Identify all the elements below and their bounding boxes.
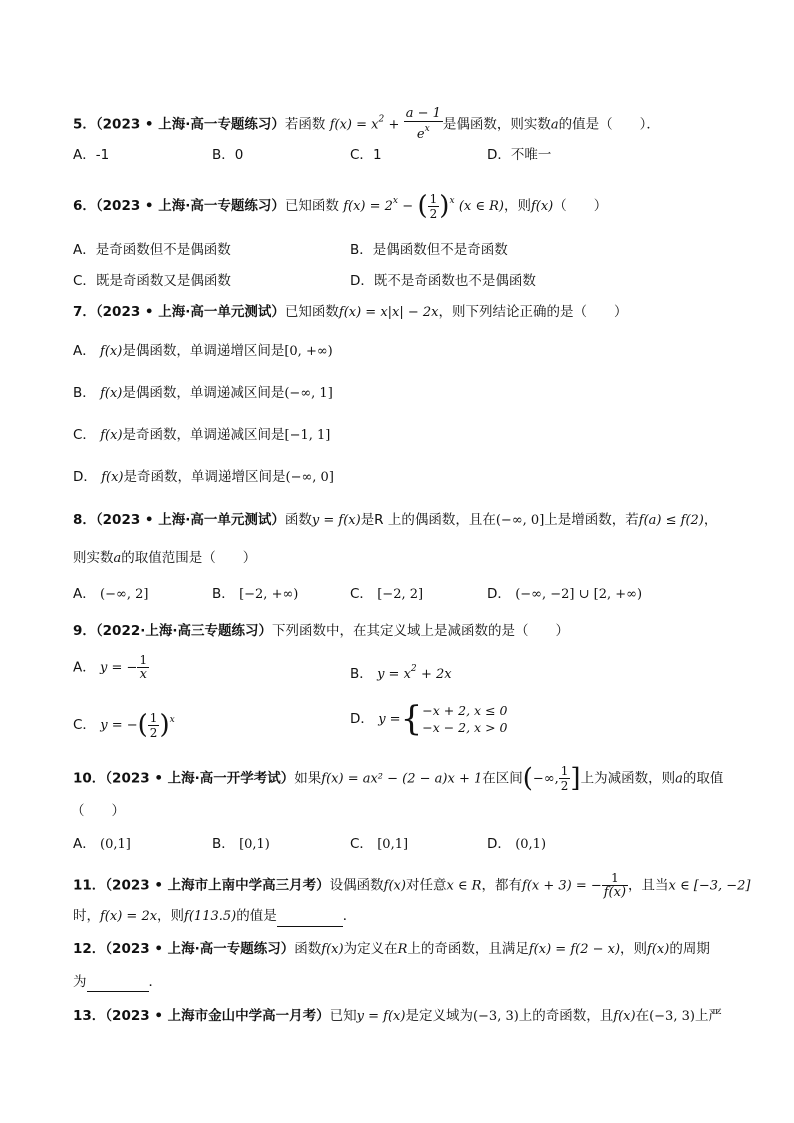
question-12 xyxy=(73,939,710,960)
option-a[interactable] xyxy=(73,341,333,362)
option-c[interactable] xyxy=(73,425,330,446)
stem-text: 下列函数中，在其定义域上是减函数的是（ ） xyxy=(272,623,569,639)
option-text: 是奇函数，单调递减区间是 xyxy=(122,427,285,443)
option-c[interactable] xyxy=(350,145,382,165)
stem-text: 则实数 xyxy=(73,550,114,566)
stem-text: 设偶函数 xyxy=(329,877,384,894)
denominator-exponent: x xyxy=(424,124,430,134)
formula: f(x) = f(2 − x) xyxy=(528,942,621,957)
answer-paren: （ ） xyxy=(71,803,125,819)
fraction-denominator: 2 xyxy=(149,725,158,740)
stem-text: 上是增函数，若 xyxy=(544,512,639,528)
stem-text: ． xyxy=(342,908,357,924)
stem-text: 上的奇函数，且满足 xyxy=(407,941,529,957)
stem-text: 时， xyxy=(73,908,100,924)
question-source: （2023 • 上海市上南中学高三月考） xyxy=(105,877,330,894)
case-2: −x − 2, x > 0 xyxy=(422,720,508,735)
option-a[interactable] xyxy=(73,584,148,605)
exponent: 2 xyxy=(410,664,417,674)
option-a[interactable] xyxy=(73,653,149,682)
stem-text: 若函数 xyxy=(284,116,326,133)
variable: a xyxy=(113,551,122,566)
formula: f(x) = x xyxy=(329,117,379,133)
stem-text: 上为减函数，则 xyxy=(580,770,676,787)
option-label: C． xyxy=(73,273,96,289)
formula: f(x) xyxy=(530,199,554,214)
question-number: 13． xyxy=(73,1008,106,1024)
question-source: （2023 • 上海·高一开学考试） xyxy=(105,770,295,787)
fraction-denominator: 2 xyxy=(560,779,569,793)
case-1: −x + 2, x ≤ 0 xyxy=(422,703,508,718)
fraction xyxy=(148,711,160,740)
variable: a xyxy=(550,117,559,133)
question-12-line-2 xyxy=(73,972,162,992)
stem-text: ． xyxy=(148,974,162,990)
option-text: 既不是奇函数也不是偶函数 xyxy=(373,273,536,289)
formula: f(x) xyxy=(383,878,406,894)
option-text: 是奇函数，单调递增区间是 xyxy=(123,469,286,485)
left-paren: ( xyxy=(522,763,533,794)
option-interval: [−1, 1] xyxy=(284,428,331,443)
question-10-line-2 xyxy=(71,801,125,821)
fraction-denominator: 2 xyxy=(429,206,438,221)
stem-text: 已知 xyxy=(329,1008,357,1024)
question-number: 6． xyxy=(73,198,96,214)
option-label: B． xyxy=(73,385,96,401)
option-formula: y = xyxy=(378,712,401,727)
formula: f(x) xyxy=(647,942,670,957)
denominator-base: e xyxy=(416,127,425,142)
right-paren: ) xyxy=(159,710,170,740)
exponent: x xyxy=(169,715,175,725)
question-number: 12． xyxy=(73,941,106,957)
formula: (x ∈ R) xyxy=(458,199,504,214)
option-c[interactable] xyxy=(350,834,408,855)
fraction-numerator: a − 1 xyxy=(405,106,441,121)
formula: f(x + 3) = − xyxy=(521,878,602,894)
left-paren: ( xyxy=(137,710,148,740)
formula: f(x) = x|x| − 2x xyxy=(338,305,439,320)
fraction-denominator: f(x) xyxy=(603,885,627,900)
option-c[interactable] xyxy=(73,710,175,740)
fraction-numerator: 1 xyxy=(139,653,148,667)
fraction xyxy=(137,653,149,682)
fraction-numerator: 1 xyxy=(602,871,628,886)
formula: f(113.5) xyxy=(184,909,237,924)
stem-text: 为 xyxy=(73,974,87,990)
question-source: （2023 • 上海·高一专题练习） xyxy=(105,941,295,957)
option-b[interactable] xyxy=(73,383,333,404)
question-number: 10． xyxy=(73,770,106,787)
stem-text: 函数 xyxy=(284,512,312,528)
left-paren: ( xyxy=(417,191,428,221)
right-bracket: ] xyxy=(570,763,581,794)
option-d[interactable] xyxy=(350,271,536,291)
formula: x ∈ R xyxy=(446,878,482,894)
option-text: [0,1) xyxy=(239,837,270,852)
option-text: [−2, +∞) xyxy=(239,587,299,602)
option-text: 是偶函数，单调递减区间是 xyxy=(122,385,285,401)
stem-text: 为定义在 xyxy=(343,941,398,957)
variable: a xyxy=(675,771,683,787)
question-6 xyxy=(73,191,607,221)
stem-text: 是偶函数，则实数 xyxy=(442,116,551,133)
exponent: x xyxy=(449,196,455,206)
question-8-line-2 xyxy=(73,548,256,569)
question-source: （2023 • 上海市金山中学高一月考） xyxy=(105,1008,330,1024)
stem-text: 的值是（ ）． xyxy=(558,116,660,133)
question-7 xyxy=(73,302,628,323)
stem-text: ， xyxy=(703,512,718,528)
option-text: [0,1] xyxy=(377,837,409,852)
option-label: A． xyxy=(73,836,96,852)
option-label: A． xyxy=(73,586,96,602)
option-b[interactable] xyxy=(350,659,452,685)
stem-text: ，且当 xyxy=(628,877,669,894)
question-source: （2022·上海·高三专题练习） xyxy=(95,623,272,639)
stem-text: 是定义域为 xyxy=(405,1008,473,1024)
formula: (−3, 3) xyxy=(649,1009,695,1024)
fraction-numerator: 1 xyxy=(560,764,569,778)
option-b[interactable] xyxy=(212,584,298,605)
option-text: 既是奇函数又是偶函数 xyxy=(95,273,231,289)
option-label: D． xyxy=(487,586,511,602)
stem-text: 已知函数 xyxy=(284,198,339,214)
option-d[interactable] xyxy=(73,467,334,488)
question-13 xyxy=(73,1006,722,1027)
option-text: 1 xyxy=(372,147,382,163)
option-text: 是偶函数，单调递增区间是 xyxy=(122,343,285,359)
question-number: 8． xyxy=(73,512,96,528)
option-text: 不唯一 xyxy=(510,147,552,163)
option-formula: + 2x xyxy=(420,667,452,682)
exponent: x xyxy=(392,196,398,206)
answer-blank[interactable] xyxy=(87,977,149,992)
stem-text: 上的奇函数，且 xyxy=(518,1008,614,1024)
formula: (−∞, 0] xyxy=(495,513,545,528)
option-label: B． xyxy=(350,666,373,682)
stem-text: 已知函数 xyxy=(284,304,339,320)
question-number: 11． xyxy=(73,877,106,894)
option-label: A． xyxy=(73,242,96,258)
answer-blank[interactable] xyxy=(277,912,343,927)
question-5 xyxy=(73,107,660,142)
stem-text: 上严 xyxy=(694,1008,722,1024)
option-text: (0,1) xyxy=(515,837,547,852)
option-label: A． xyxy=(73,659,96,676)
question-source: （2023 • 上海·高一专题练习） xyxy=(95,198,285,214)
fraction-numerator: 1 xyxy=(429,191,438,206)
stem-text: ，则 xyxy=(503,198,531,214)
stem-text: 的取值范围是（ ） xyxy=(121,550,257,566)
option-c[interactable] xyxy=(73,271,231,291)
option-b[interactable] xyxy=(212,834,270,855)
option-label: C． xyxy=(73,427,96,443)
option-a[interactable] xyxy=(73,145,109,165)
stem-text: 在 xyxy=(635,1008,650,1024)
stem-text: ，则下列结论正确的是（ ） xyxy=(438,304,628,320)
fraction xyxy=(602,871,628,900)
formula: f(x) xyxy=(613,1009,636,1024)
formula: R xyxy=(397,942,408,957)
formula: y = f(x) xyxy=(311,513,361,528)
option-text: 是奇函数但不是偶函数 xyxy=(95,242,231,258)
fraction-denominator: x xyxy=(139,667,147,682)
formula: f(x) = 2 xyxy=(343,199,393,214)
interval-start: −∞, xyxy=(532,771,559,787)
option-label: C． xyxy=(73,717,96,733)
question-11 xyxy=(73,871,751,900)
stem-text: 的取值 xyxy=(682,770,724,787)
stem-text: ，都有 xyxy=(481,877,522,894)
option-d[interactable] xyxy=(487,145,551,165)
stem-text: ，则 xyxy=(157,908,185,924)
option-text: [−2, 2] xyxy=(377,587,424,602)
option-a[interactable] xyxy=(73,834,131,855)
option-d[interactable] xyxy=(350,699,508,739)
option-formula: y = − xyxy=(100,718,138,733)
option-d[interactable] xyxy=(487,834,546,855)
option-label: B． xyxy=(350,242,373,258)
fraction xyxy=(428,192,440,221)
option-label: A． xyxy=(73,343,96,359)
operator: − xyxy=(402,199,414,214)
option-text: 是偶函数但不是奇函数 xyxy=(372,242,508,258)
stem-text: 是R 上的偶函数，且在 xyxy=(360,512,496,528)
question-number: 7． xyxy=(73,304,96,320)
formula: f(x) = ax² − (2 − a)x + 1 xyxy=(321,771,483,787)
option-interval: (−∞, 0] xyxy=(285,470,334,485)
question-source: （2023 • 上海·高一专题练习） xyxy=(95,116,285,133)
formula: x ∈ [−3, −2] xyxy=(668,878,751,894)
formula: f(x) = 2x xyxy=(100,909,158,924)
option-text: -1 xyxy=(95,147,110,163)
option-label: D． xyxy=(73,469,97,485)
option-formula: f(x) xyxy=(100,344,123,359)
option-label: D． xyxy=(350,273,374,289)
fraction xyxy=(559,764,571,793)
formula: f(a) ≤ f(2) xyxy=(638,513,704,528)
option-label: D． xyxy=(487,147,511,163)
option-label: B． xyxy=(212,836,235,852)
option-text: (0,1] xyxy=(100,837,131,852)
option-label: B． xyxy=(212,586,235,602)
option-text: (−∞, 2] xyxy=(100,587,149,602)
formula: (−3, 3) xyxy=(472,1009,519,1024)
question-11-line-2 xyxy=(73,906,356,927)
option-interval: (−∞, 1] xyxy=(284,386,333,401)
exponent: 2 xyxy=(378,114,385,125)
option-formula: y = x xyxy=(377,667,411,682)
question-source: （2023 • 上海·高一单元测试） xyxy=(95,304,285,320)
question-number: 9． xyxy=(73,623,96,639)
option-b[interactable] xyxy=(212,145,243,165)
stem-text: 对任意 xyxy=(405,877,447,894)
stem-text: ，则 xyxy=(620,941,648,957)
stem-text: （ ） xyxy=(553,198,608,214)
option-label: C． xyxy=(350,586,373,602)
option-a[interactable] xyxy=(73,240,231,260)
operator: + xyxy=(388,117,400,133)
option-d[interactable] xyxy=(487,584,642,605)
left-brace: { xyxy=(400,699,423,739)
stem-text: 的值是 xyxy=(236,908,277,924)
option-formula: f(x) xyxy=(100,428,123,443)
option-text: (−∞, −2] ∪ [2, +∞) xyxy=(515,587,643,602)
option-label: C． xyxy=(350,836,373,852)
question-source: （2023 • 上海·高一单元测试） xyxy=(95,512,285,528)
stem-text: 的周期 xyxy=(669,941,710,957)
formula: y = f(x) xyxy=(356,1009,406,1024)
fraction-denominator xyxy=(404,122,443,142)
option-formula: f(x) xyxy=(101,470,124,485)
stem-text: 函数 xyxy=(294,941,322,957)
option-label: D． xyxy=(487,836,511,852)
option-b[interactable] xyxy=(350,240,508,260)
formula: f(x) xyxy=(321,942,344,957)
right-paren: ) xyxy=(439,191,450,221)
option-formula: f(x) xyxy=(100,386,123,401)
piecewise-cases xyxy=(422,702,507,736)
option-label: B． xyxy=(212,147,235,163)
option-label: C． xyxy=(350,147,373,163)
stem-text: 如果 xyxy=(294,770,322,787)
question-10 xyxy=(73,764,723,793)
option-text: 0 xyxy=(234,147,244,163)
fraction xyxy=(404,107,443,142)
stem-text: 在区间 xyxy=(482,770,523,787)
option-label: A． xyxy=(73,147,96,163)
option-formula: y = − xyxy=(100,660,138,676)
question-9 xyxy=(73,621,569,641)
option-label: D． xyxy=(350,711,374,727)
fraction-numerator: 1 xyxy=(149,710,158,725)
question-8 xyxy=(73,510,717,531)
question-number: 5． xyxy=(73,116,96,133)
option-c[interactable] xyxy=(350,584,423,605)
option-interval: [0, +∞) xyxy=(284,344,333,359)
